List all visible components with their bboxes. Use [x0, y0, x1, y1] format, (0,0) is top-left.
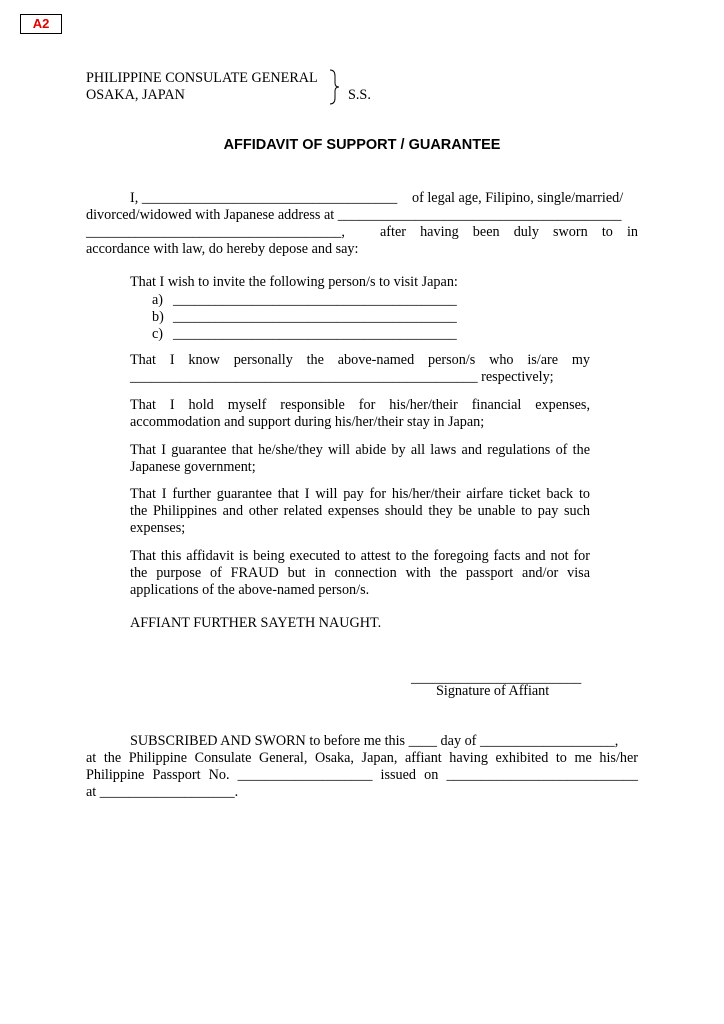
- ss-label: S.S.: [348, 87, 371, 103]
- intro-address-blank: ____________________________________,: [86, 224, 345, 240]
- consulate-location: OSAKA, JAPAN: [86, 87, 185, 103]
- form-code-badge: A2: [20, 14, 62, 34]
- list-item-blank: ________________________________________: [173, 292, 457, 308]
- jurat-line3: Philippine Passport No. ___________________ issued on ___________________________: [86, 767, 638, 783]
- invite-lead: That I wish to invite the following person/s to visit Japan:: [130, 274, 458, 290]
- responsible-line1: That I hold myself responsible for his/her/their financial expenses,: [130, 397, 590, 413]
- intro-sworn: after having been duly sworn to in: [380, 224, 638, 240]
- intro-depose: accordance with law, do hereby depose and say:: [86, 241, 359, 257]
- airfare-line3: expenses;: [130, 520, 186, 536]
- intro-status: of legal age, Filipino, single/married/: [412, 190, 624, 206]
- purpose-line3: applications of the above-named person/s.: [130, 582, 370, 598]
- abide-line2: Japanese government;: [130, 459, 256, 475]
- jurat-line1: SUBSCRIBED AND SWORN to before me this ____ day of ___________________,: [130, 733, 619, 749]
- document-title: AFFIDAVIT OF SUPPORT / GUARANTEE: [223, 137, 501, 153]
- jurat-line4: at ___________________.: [86, 784, 239, 800]
- list-item-label: a): [152, 292, 164, 308]
- closing-statement: AFFIANT FURTHER SAYETH NAUGHT.: [130, 615, 382, 631]
- signature-line: ________________________: [411, 670, 582, 686]
- abide-line1: That I guarantee that he/she/they will abide by all laws and regulations of the: [130, 442, 590, 458]
- intro-address: divorced/widowed with Japanese address at ________________________________________: [86, 207, 622, 223]
- list-item-label: c): [152, 326, 164, 342]
- airfare-line2: the Philippines and other related expenses should they be unable to pay such: [130, 503, 590, 519]
- purpose-line2: the purpose of FRAUD but in connection with the passport and/or visa: [130, 565, 590, 581]
- list-item-blank: ________________________________________: [173, 326, 457, 342]
- jurat-line2: at the Philippine Consulate General, Osaka, Japan, affiant having exhibited to me his/her: [86, 750, 638, 766]
- signature-label: Signature of Affiant: [436, 683, 550, 699]
- brace-icon: [328, 69, 340, 105]
- consulate-name: PHILIPPINE CONSULATE GENERAL: [86, 70, 318, 86]
- know-line1: That I know personally the above-named person/s who is/are my: [130, 352, 590, 368]
- responsible-line2: accommodation and support during his/her/their stay in Japan;: [130, 414, 485, 430]
- know-line2: _________________________________________________ respectively;: [130, 369, 554, 385]
- airfare-line1: That I further guarantee that I will pay for his/her/their airfare ticket back to: [130, 486, 590, 502]
- list-item-label: b): [152, 309, 164, 325]
- intro-name-blank: I, ____________________________________: [130, 190, 398, 206]
- list-item-blank: ________________________________________: [173, 309, 457, 325]
- purpose-line1: That this affidavit is being executed to attest to the foregoing facts and not for: [130, 548, 590, 564]
